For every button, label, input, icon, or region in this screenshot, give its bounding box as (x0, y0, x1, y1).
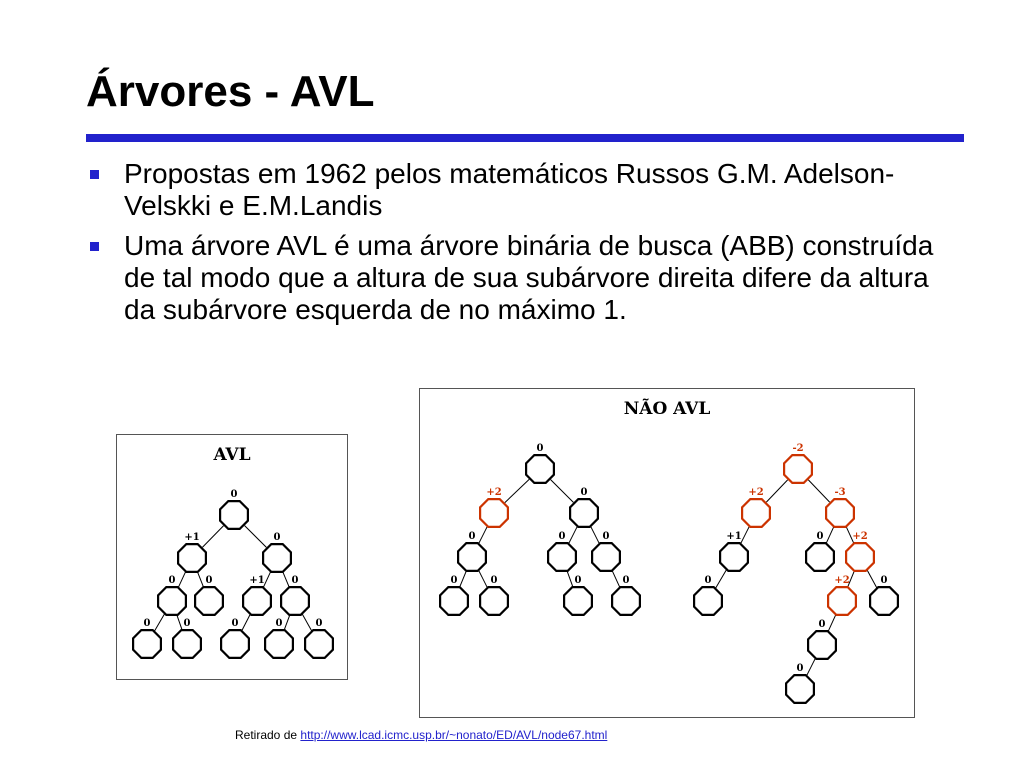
tree-edge (551, 480, 574, 503)
balance-factor-label: +2 (748, 487, 764, 498)
tree-node (195, 587, 223, 615)
tree-node (221, 630, 249, 658)
non-avl-trees-diagram (420, 389, 914, 717)
slide-title: Árvores - AVL (86, 67, 375, 116)
tree-edge (242, 614, 250, 630)
avl-figure-title: AVL (213, 445, 251, 465)
balance-factor-label: 0 (183, 618, 191, 629)
balance-factor-label: 0 (143, 618, 151, 629)
title-divider (86, 134, 964, 142)
tree-node (564, 587, 592, 615)
tree-node (458, 543, 486, 571)
tree-node (243, 587, 271, 615)
tree-node (480, 587, 508, 615)
non-avl-figure-title: NÃO AVL (623, 399, 711, 419)
tree-edge (177, 615, 182, 630)
tree-edge (283, 572, 289, 587)
balance-factor-label: 0 (273, 532, 281, 543)
balance-factor-label: 0 (468, 531, 476, 542)
balance-factor-label: +1 (726, 531, 742, 542)
tree-edge (202, 526, 223, 548)
balance-factor-label: 0 (816, 531, 824, 542)
balance-factor-label: 0 (168, 575, 176, 586)
avl-tree-diagram (117, 435, 347, 679)
tree-edge (302, 614, 311, 631)
bullet-item (86, 230, 946, 326)
credit-prefix: Retirado de (235, 728, 298, 742)
tree-node (808, 631, 836, 659)
tree-node (158, 587, 186, 615)
tree-edge (460, 571, 467, 587)
tree-node (826, 499, 854, 527)
tree-edge (245, 526, 267, 548)
bullet-item (86, 158, 946, 222)
balance-factor-label: 0 (490, 575, 498, 586)
balance-factor-label: 0 (291, 575, 299, 586)
avl-tree-figure (116, 434, 348, 680)
tree-node (570, 499, 598, 527)
tree-node (742, 499, 770, 527)
balance-factor-label: -3 (834, 487, 846, 498)
tree-node (305, 630, 333, 658)
tree-edge (591, 526, 600, 543)
source-credit (235, 728, 607, 742)
tree-edge (479, 570, 488, 587)
tree-node (784, 455, 812, 483)
balance-factor-label: +1 (184, 532, 200, 543)
tree-node (806, 543, 834, 571)
tree-edge (826, 527, 834, 544)
tree-node (828, 587, 856, 615)
tree-node (846, 543, 874, 571)
balance-factor-label: 0 (558, 531, 566, 542)
tree-node (720, 543, 748, 571)
source-link[interactable]: http://www.lcad.icmc.usp.br/~nonato/ED/AVL/node67.html (300, 728, 608, 742)
tree-edge (807, 658, 816, 675)
tree-edge (155, 614, 165, 631)
balance-factor-label: 0 (622, 575, 630, 586)
tree-node (592, 543, 620, 571)
balance-factor-label: +2 (486, 487, 502, 498)
balance-factor-label: 0 (450, 575, 458, 586)
tree-edge (766, 480, 787, 502)
tree-node (440, 587, 468, 615)
balance-factor-label: -2 (792, 443, 804, 454)
square-bullet-icon (90, 242, 99, 251)
tree-node (173, 630, 201, 658)
tree-edge (198, 572, 204, 587)
balance-factor-label: +1 (249, 575, 265, 586)
balance-factor-label: 0 (704, 575, 712, 586)
balance-factor-label: 0 (230, 489, 238, 500)
balance-factor-label: 0 (205, 575, 213, 586)
balance-factor-label: 0 (315, 618, 323, 629)
tree-node (786, 675, 814, 703)
tree-edge (479, 526, 488, 543)
tree-edge (867, 570, 877, 588)
tree-edge (178, 572, 185, 588)
tree-node (263, 544, 291, 572)
tree-edge (284, 615, 290, 630)
tree-edge (505, 479, 529, 502)
tree-node (265, 630, 293, 658)
tree-node (220, 501, 248, 529)
tree-edge (808, 480, 829, 502)
bullet-text: Propostas em 1962 pelos matemáticos Russos G.M. Adelson-Velskki e E.M.Landis (124, 158, 895, 221)
tree-node (870, 587, 898, 615)
square-bullet-icon (90, 170, 99, 179)
balance-factor-label: 0 (231, 618, 239, 629)
non-avl-tree-figure (419, 388, 915, 718)
tree-node (612, 587, 640, 615)
balance-factor-label: 0 (580, 487, 588, 498)
tree-edge (741, 526, 750, 543)
tree-edge (569, 526, 578, 543)
tree-node (480, 499, 508, 527)
tree-node (694, 587, 722, 615)
bullet-list (86, 158, 946, 334)
balance-factor-label: 0 (602, 531, 610, 542)
balance-factor-label: 0 (275, 618, 283, 629)
balance-factor-label: 0 (796, 663, 804, 674)
tree-node (548, 543, 576, 571)
balance-factor-label: +2 (834, 575, 850, 586)
balance-factor-label: 0 (536, 443, 544, 454)
tree-node (178, 544, 206, 572)
tree-node (281, 587, 309, 615)
bullet-text: Uma árvore AVL é uma árvore binária de busca (ABB) construída de tal modo que a altura de sua subárvore direita difere da altura da subárvore esquerda de no máximo 1. (124, 230, 934, 325)
balance-factor-label: +2 (852, 531, 868, 542)
tree-node (526, 455, 554, 483)
balance-factor-label: 0 (818, 619, 826, 630)
tree-edge (716, 570, 727, 588)
balance-factor-label: 0 (574, 575, 582, 586)
tree-edge (828, 615, 836, 632)
balance-factor-label: 0 (880, 575, 888, 586)
tree-edge (612, 571, 620, 588)
tree-node (133, 630, 161, 658)
tree-edge (567, 571, 573, 587)
